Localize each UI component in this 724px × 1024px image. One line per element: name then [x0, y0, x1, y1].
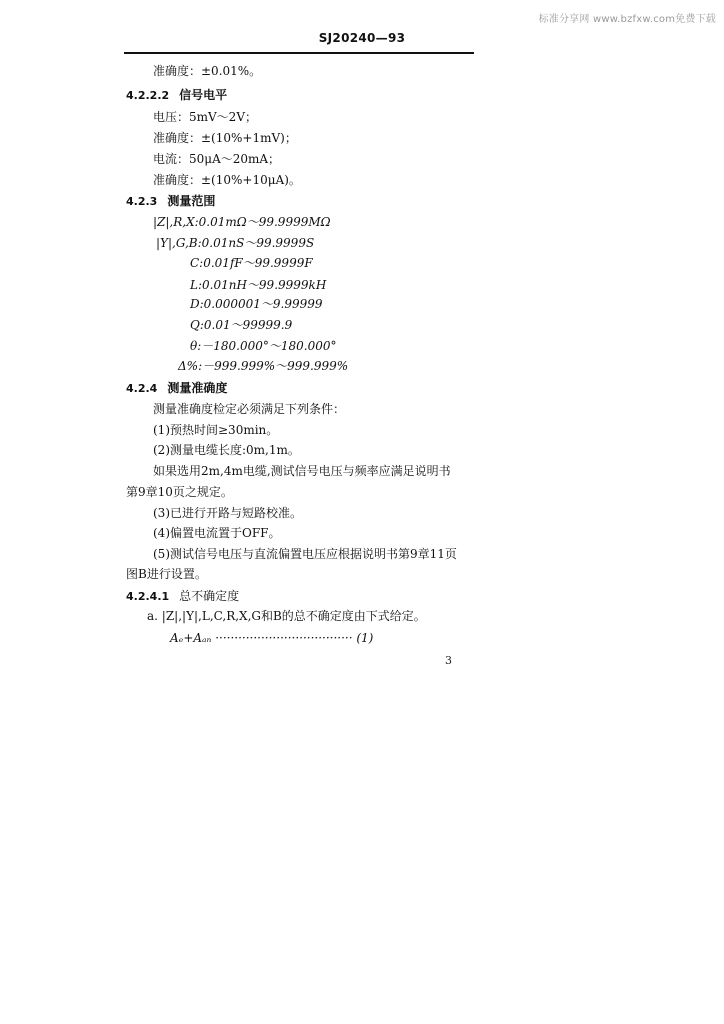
text-line: 测量准确度检定必须满足下列条件： — [153, 402, 346, 416]
text-line: 电压：5mV～2V； — [153, 110, 257, 124]
range-line: θ:－180.000°～180.000° — [190, 339, 337, 353]
section-number: 4.2.4.1 — [126, 590, 170, 603]
range-line: |Z|,R,X:0.01mΩ～99.9999MΩ — [153, 215, 331, 229]
page-number: 3 — [445, 654, 452, 667]
range-line: |Y|,G,B:0.01nS～99.9999S — [156, 236, 315, 250]
list-item: (4)偏置电流置于OFF。 — [153, 526, 281, 540]
text-line: 图B进行设置。 — [126, 567, 207, 581]
section-number: 4.2.3 — [126, 195, 158, 208]
formula-line: Aₑ+Aₐₙ ···································· (1) — [170, 631, 374, 645]
range-line: Q:0.01～99999.9 — [190, 318, 293, 332]
text-line: 第9章10页之规定。 — [126, 485, 233, 499]
section-title: 信号电平 — [179, 88, 228, 102]
list-item: (2)测量电缆长度:0m,1m。 — [153, 443, 300, 457]
header-rule — [124, 52, 474, 54]
range-line: D:0.000001～9.99999 — [190, 297, 323, 311]
document-header: SJ20240—93 — [318, 31, 406, 45]
range-line: C:0.01fF～99.9999F — [190, 256, 313, 270]
text-line: 准确度：±0.01%。 — [153, 64, 262, 78]
section-heading-4-2-3 — [126, 194, 215, 209]
text-line: 准确度：±(10%+10μA)。 — [153, 173, 301, 187]
section-number: 4.2.4 — [126, 382, 158, 395]
section-title: 测量范围 — [167, 194, 216, 208]
range-line: L:0.01nH～99.9999kH — [190, 278, 327, 292]
list-item: (1)预热时间≥30min。 — [153, 423, 279, 437]
section-heading-4-2-4 — [126, 381, 227, 396]
text-line: 电流：50μA～20mA； — [153, 152, 281, 166]
section-number: 4.2.2.2 — [126, 89, 170, 102]
text-line: 准确度：±(10%+1mV)； — [153, 131, 297, 145]
section-heading-4-2-2-2 — [126, 88, 227, 103]
text-line: 如果选用2m,4m电缆,测试信号电压与频率应满足说明书 — [153, 464, 451, 478]
text-line: a. |Z|,|Y|,L,C,R,X,G和B的总不确定度由下式给定。 — [147, 609, 426, 623]
section-heading-4-2-4-1 — [126, 589, 239, 604]
section-title: 测量准确度 — [167, 381, 228, 395]
list-item: (3)已进行开路与短路校准。 — [153, 506, 302, 520]
watermark: 标准分享网 www.bzfxw.com免费下载 — [538, 14, 716, 25]
list-item: (5)测试信号电压与直流偏置电压应根据说明书第9章11页 — [153, 547, 457, 561]
range-line: Δ%:－999.999%～999.999% — [178, 359, 349, 373]
section-title: 总不确定度 — [179, 589, 240, 603]
